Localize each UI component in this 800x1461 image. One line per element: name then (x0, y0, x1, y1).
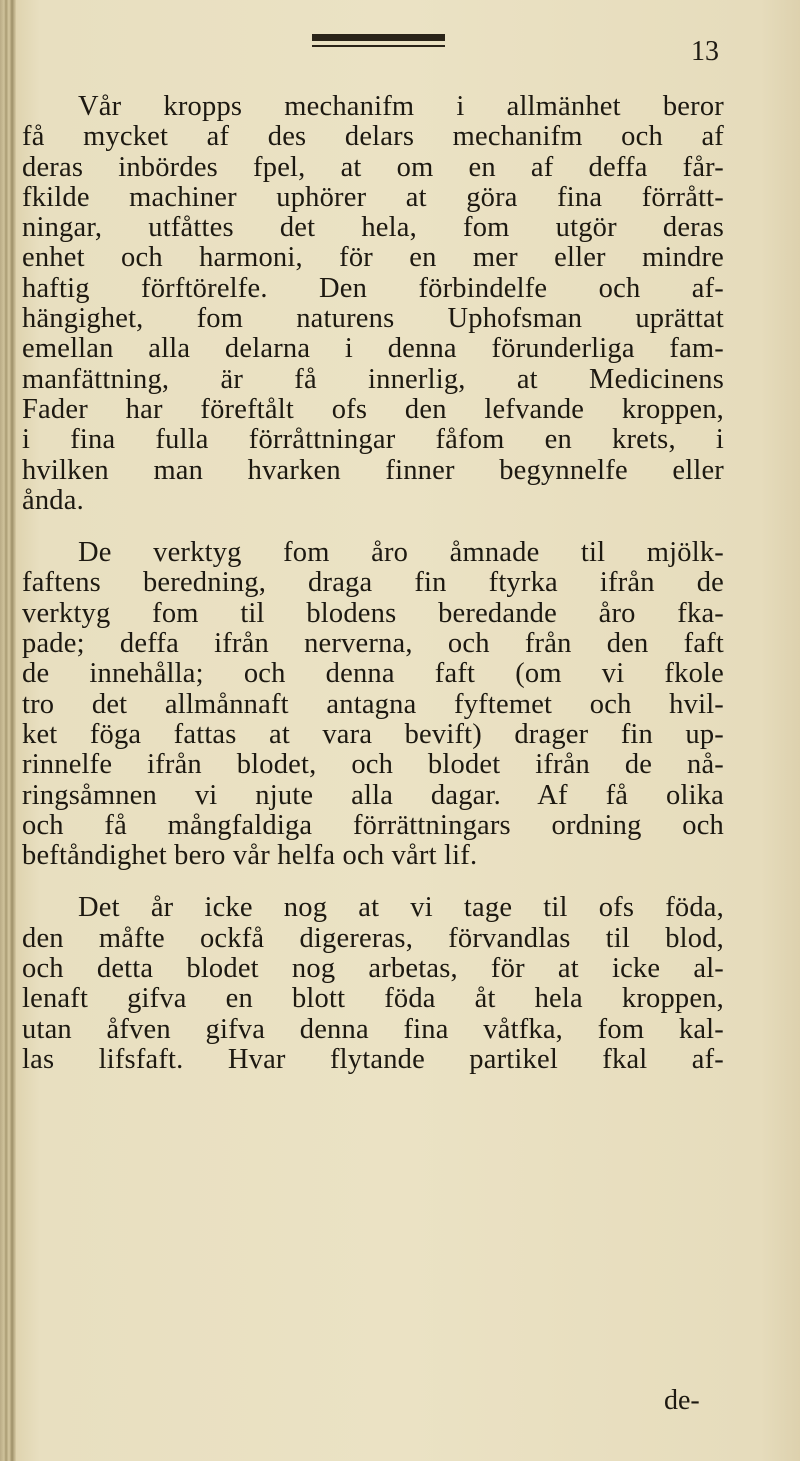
header-double-rule (312, 34, 445, 50)
text-line: las lifsfaft. Hvar flytande partikel fkal af- (22, 1043, 724, 1075)
text-line: faftens beredning, draga fin ftyrka ifrån de (22, 567, 724, 599)
text-line: verktyg fom til blodens beredande åro fka- (22, 597, 724, 629)
page-number: 13 (691, 36, 719, 67)
catchword: de- (664, 1385, 700, 1416)
text-line: deras inbördes fpel, at om en af deffa får- (22, 151, 724, 183)
paragraph (22, 538, 724, 871)
text-line: Fader har föreftålt ofs den lefvande kroppen, (22, 393, 724, 425)
text-line: utan åfven gifva denna fina våtfka, fom kal- (22, 1013, 724, 1045)
text-line: tro det allmånnaft antagna fyftemet och hvil- (22, 688, 724, 720)
text-line: Det år icke nog at vi tage til ofs föda, (78, 892, 724, 924)
text-line: lenaft gifva en blott föda åt hela kroppen, (22, 983, 724, 1015)
text-line: beftåndighet bero vår helfa och vårt lif. (22, 840, 478, 872)
text-line: pade; deffa ifrån nerverna, och från den faft (22, 628, 724, 660)
text-line: enhet och harmoni, för en mer eller mindre (22, 242, 724, 274)
text-line: ket föga fattas at vara bevift) drager fin up- (22, 718, 724, 750)
text-line: hängighet, fom naturens Uphofsman uprättat (22, 303, 724, 335)
text-line: de innehålla; och denna faft (om vi fkole (22, 658, 724, 690)
text-line: fkilde machiner uphörer at göra fina förrått- (22, 181, 724, 213)
text-line: manfättning, är få innerlig, at Medicinens (22, 363, 724, 395)
paragraph-gap (22, 871, 724, 893)
text-line: haftig förftörelfe. Den förbindelfe och af- (22, 272, 724, 304)
text-line: få mycket af des delars mechanifm och af (22, 121, 724, 153)
text-line: i fina fulla förråttningar fåfom en krets, i (22, 424, 724, 456)
paragraph-gap (22, 516, 724, 538)
body-text (22, 92, 724, 1075)
paragraph (22, 893, 724, 1075)
rule-thick (312, 34, 445, 41)
rule-thin (312, 45, 445, 47)
text-line: och detta blodet nog arbetas, för at icke al- (22, 953, 724, 985)
text-line: och få mångfaldiga förrättningars ordning och (22, 809, 724, 841)
text-line: ringsåmnen vi njute alla dagar. Af få olika (22, 779, 724, 811)
text-line: ånda. (22, 484, 84, 516)
text-line: emellan alla delarna i denna förunderliga fam- (22, 333, 724, 365)
text-line: rinnelfe ifrån blodet, och blodet ifrån de nå- (22, 749, 724, 781)
text-line: den måfte ockfå digereras, förvandlas til blod, (22, 922, 724, 954)
text-line: Vår kropps mechanifm i allmänhet beror (78, 91, 724, 122)
paragraph (22, 92, 724, 516)
text-line: De verktyg fom åro åmnade til mjölk- (78, 537, 724, 569)
text-line: hvilken man hvarken finner begynnelfe eller (22, 454, 724, 486)
binding-gutter (0, 0, 16, 1461)
text-line: ningar, utfåttes det hela, fom utgör deras (22, 212, 724, 244)
